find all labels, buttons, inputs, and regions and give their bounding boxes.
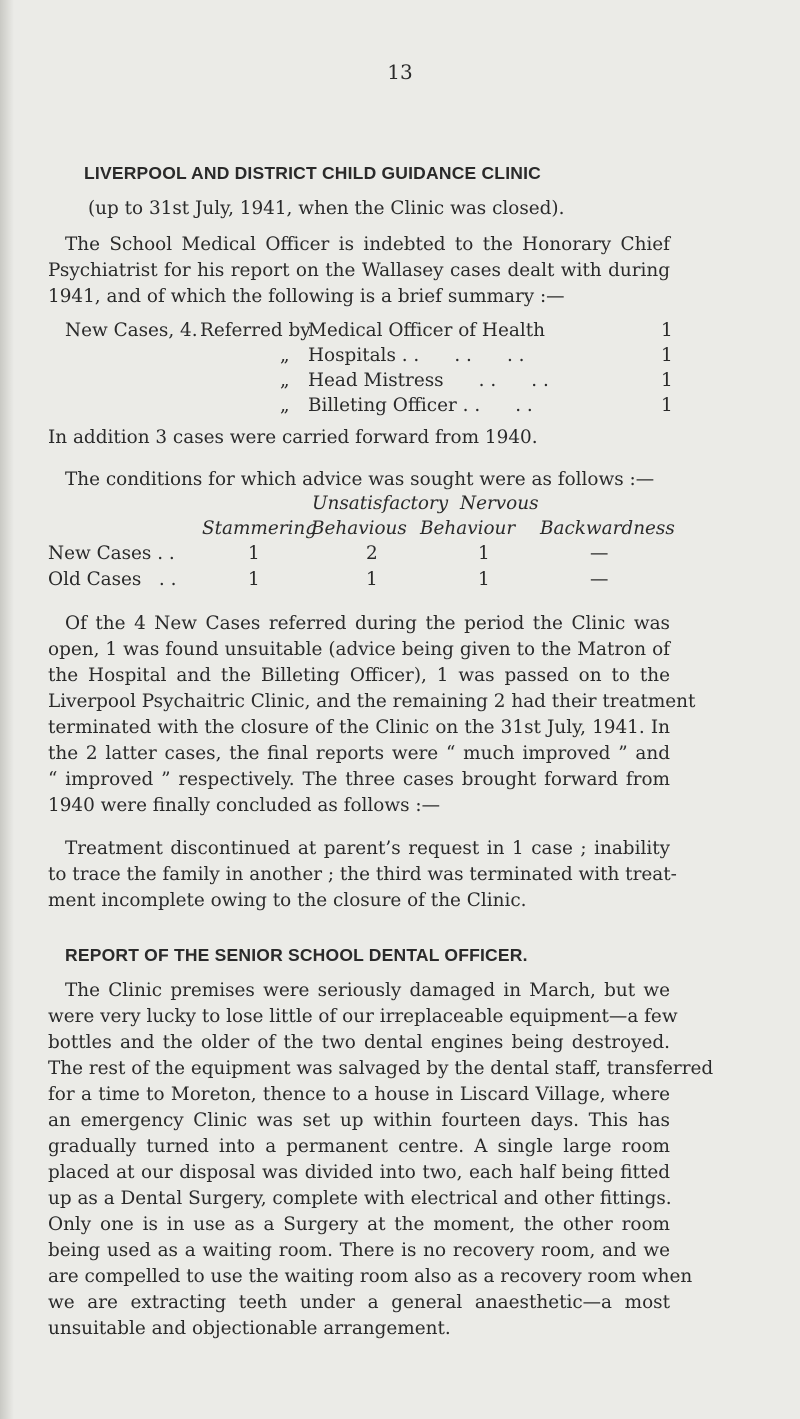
table-cell: 1 [248, 543, 260, 564]
dental-line: Only one is in use as a Surgery at the moment, the other room [48, 1214, 670, 1235]
referral-count: 1 [661, 320, 673, 341]
table-header: Behaviour [420, 518, 516, 539]
referrals-lead: New Cases, 4. [65, 320, 198, 341]
dental-line: are compelled to use the waiting room also as a recovery room when [48, 1266, 693, 1287]
referral-source: Head Mistress . . . . [308, 370, 549, 391]
outcome-line: terminated with the closure of the Clinic on the 31st July, 1941. In [48, 717, 670, 738]
outcome-line: Liverpool Psychaitric Clinic, and the remaining 2 had their treatment [48, 691, 696, 712]
referral-prefix: Referred by [200, 320, 311, 341]
page-spine-shadow [0, 0, 14, 1419]
table-header: Behavious [311, 518, 407, 539]
table-row-label: Old Cases . . [48, 569, 177, 590]
dental-line: for a time to Moreton, thence to a house in Liscard Village, where [48, 1084, 670, 1105]
outcome-line: the Hospital and the Billeting Officer), 1 was passed on to the [48, 665, 670, 686]
referral-count: 1 [661, 370, 673, 391]
intro-line: 1941, and of which the following is a brief summary :— [48, 286, 565, 307]
table-header: Stammering [202, 518, 318, 539]
dental-line: were very lucky to lose little of our irreplaceable equipment—a few [48, 1006, 678, 1027]
dental-line: The rest of the equipment was salvaged by the dental staff, transferred [48, 1058, 714, 1079]
intro-line: Psychiatrist for his report on the Wallasey cases dealt with during [48, 260, 670, 281]
referral-prefix: „ [280, 370, 290, 391]
dental-line: bottles and the older of the two dental engines being destroyed. [48, 1032, 670, 1053]
table-cell: 2 [366, 543, 378, 564]
addition-note: In addition 3 cases were carried forward from 1940. [48, 427, 538, 448]
referral-count: 1 [661, 345, 673, 366]
dental-line: placed at our disposal was divided into two, each half being fitted [48, 1162, 670, 1183]
referral-prefix: „ [280, 395, 290, 416]
table-row-label: New Cases . . [48, 543, 175, 564]
dental-line: we are extracting teeth under a general anaesthetic—a most [48, 1292, 670, 1313]
table-cell: 1 [478, 569, 490, 590]
table-cell: — [590, 543, 609, 564]
treatment-line: to trace the family in another ; the third was terminated with treat- [48, 864, 677, 885]
table-cell: — [590, 569, 609, 590]
page-number: 13 [387, 60, 413, 84]
outcome-line: Of the 4 New Cases referred during the period the Clinic was [65, 613, 670, 634]
outcome-line: 1940 were finally concluded as follows :— [48, 795, 440, 816]
table-cell: 1 [248, 569, 260, 590]
table-header: Backwardness [540, 518, 675, 539]
table-cell: 1 [366, 569, 378, 590]
table-cell: 1 [478, 543, 490, 564]
outcome-line: open, 1 was found unsuitable (advice being given to the Matron of [48, 639, 670, 660]
referral-source: Medical Officer of Health [308, 320, 545, 341]
intro-line: The School Medical Officer is indebted to the Honorary Chief [65, 234, 670, 255]
conditions-intro: The conditions for which advice was sought were as follows :— [65, 469, 655, 490]
referral-source: Hospitals . . . . . . [308, 345, 525, 366]
clinic-heading: LIVERPOOL AND DISTRICT CHILD GUIDANCE CLINIC [84, 163, 541, 183]
dental-line: being used as a waiting room. There is no recovery room, and we [48, 1240, 670, 1261]
dental-line: The Clinic premises were seriously damaged in March, but we [65, 980, 670, 1001]
referral-source: Billeting Officer . . . . [308, 395, 533, 416]
treatment-line: ment incomplete owing to the closure of the Clinic. [48, 890, 527, 911]
treatment-line: Treatment discontinued at parent’s request in 1 case ; inability [65, 838, 670, 859]
dental-line: up as a Dental Surgery, complete with electrical and other fittings. [48, 1188, 672, 1209]
outcome-line: the 2 latter cases, the final reports were “ much improved ” and [48, 743, 670, 764]
dental-line: an emergency Clinic was set up within fourteen days. This has [48, 1110, 670, 1131]
dental-line: gradually turned into a permanent centre. A single large room [48, 1136, 670, 1157]
dental-line: unsuitable and objectionable arrangement. [48, 1318, 451, 1339]
referral-prefix: „ [280, 345, 290, 366]
referral-count: 1 [661, 395, 673, 416]
outcome-line: “ improved ” respectively. The three cases brought forward from [48, 769, 670, 790]
table-header-top: Nervous [460, 493, 539, 514]
dental-heading: REPORT OF THE SENIOR SCHOOL DENTAL OFFICER. [65, 945, 528, 965]
clinic-subtitle: (up to 31st July, 1941, when the Clinic was closed). [88, 198, 565, 219]
table-header-top: Unsatisfactory [312, 493, 449, 514]
